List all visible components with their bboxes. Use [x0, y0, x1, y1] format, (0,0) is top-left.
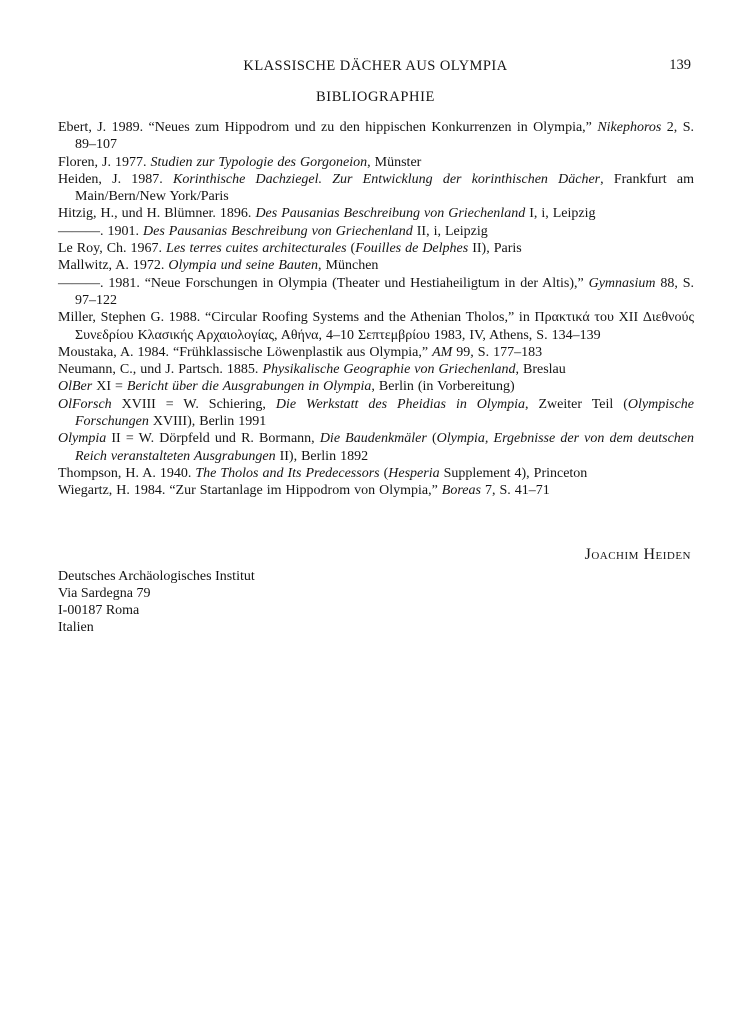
entry-text: , Frankfurt am Main/Bern/New York/Paris	[75, 171, 694, 205]
entry-text: XI =	[92, 379, 127, 395]
entry-text: II = W. Dörpfeld und R. Bormann,	[106, 431, 320, 447]
entry-text: Mallwitz, A. 1972.	[58, 258, 169, 274]
entry-title-italic: OlBer	[58, 379, 93, 395]
entry-title-italic: Die Baudenkmäler	[319, 431, 427, 447]
entry-title-italic: AM	[432, 344, 453, 360]
entry-text: Wiegartz, H. 1984. “Zur Startanlage im Hippodrom von Olympia,”	[58, 483, 442, 499]
entry-title-italic: OlForsch	[58, 396, 112, 412]
entry-text: 2, S. 89–107	[75, 120, 694, 153]
entry-text: , Breslau	[515, 362, 566, 378]
entry-title-italic: Des Pausanias Beschreibung von Griechenland	[255, 206, 526, 222]
running-head	[0, 58, 751, 76]
address-line: Via Sardegna 79	[58, 585, 151, 601]
entry-title-italic: Bericht über die Ausgrabungen in Olympia	[126, 379, 372, 395]
entry-text: Floren, J. 1977.	[58, 154, 151, 170]
running-title: KLASSISCHE DÄCHER AUS OLYMPIA	[243, 58, 508, 74]
entry-text: ———. 1901.	[58, 223, 143, 239]
entry-text: (	[346, 241, 356, 257]
entry-text: Thompson, H. A. 1940.	[58, 465, 196, 481]
entry-title-italic: Des Pausanias Beschreibung von Griechenland	[143, 223, 413, 239]
bibliography-entry	[58, 361, 694, 378]
entry-text: Miller, Stephen G. 1988. “Circular Roofing Systems and the Athenian Tholos,” in Πρακτικά του XII Διεθνούς Συνεδρίου Κλασικής Αρχαιολογίας, Αθήνα, 4–10 Σεπτεμβρίου 1983, IV, Athens, S. 134–139	[58, 310, 694, 343]
entry-text: , Zweiter Teil (	[525, 396, 628, 412]
entry-text: Le Roy, Ch. 1967.	[58, 241, 167, 257]
entry-title-italic: Boreas	[441, 483, 481, 499]
entry-text: Hitzig, H., und H. Blümner. 1896.	[58, 206, 256, 222]
bibliography-entry	[58, 465, 694, 482]
entry-text: , München	[318, 258, 379, 274]
entry-text: II), Berlin 1892	[275, 448, 369, 464]
entry-title-italic: Nikephoros	[597, 120, 662, 135]
entry-title-italic: Les terres cuites architecturales	[166, 241, 347, 257]
entry-text: Neumann, C., und J. Partsch. 1885.	[58, 362, 263, 378]
entry-title-italic: Olympia	[58, 431, 107, 447]
entry-text: 99, S. 177–183	[452, 344, 543, 360]
entry-text: II), Paris	[468, 241, 522, 257]
entry-text: , Berlin (in Vorbereitung)	[371, 379, 515, 395]
entry-title-italic: Hesperia	[388, 465, 440, 481]
bibliography-entry	[58, 119, 694, 154]
bibliography-entry	[58, 223, 694, 240]
section-title: BIBLIOGRAPHIE	[316, 89, 435, 105]
author-address	[58, 568, 751, 637]
entry-text: (	[426, 431, 437, 447]
bibliography-entry	[58, 482, 694, 499]
entry-text: ———. 1981. “Neue Forschungen in Olympia (Theater und Hestiaheiligtum in der Altis),”	[58, 275, 589, 291]
entry-title-italic: Die Werkstatt des Pheidias in Olympia	[275, 396, 526, 412]
entry-text: , Münster	[367, 154, 422, 170]
bibliography-entry	[58, 154, 694, 171]
entry-text: 88, S. 97–122	[75, 275, 694, 308]
entry-text: 7, S. 41–71	[480, 483, 550, 499]
bibliography-entry	[58, 257, 694, 274]
entry-text: Heiden, J. 1987.	[58, 171, 173, 187]
bibliography-entry	[58, 378, 694, 395]
entry-title-italic: Gymnasium	[588, 275, 656, 291]
entry-text: I, i, Leipzig	[525, 206, 596, 222]
author-name: Joachim Heiden	[584, 545, 691, 563]
entry-title-italic: Fouilles de Delphes	[355, 241, 469, 257]
bibliography-entry	[58, 309, 694, 344]
entry-text: XVIII = W. Schiering,	[111, 396, 276, 412]
page-number: 139	[669, 57, 691, 73]
entry-text: Moustaka, A. 1984. “Frühklassische Löwenplastik aus Olympia,”	[58, 344, 433, 360]
entry-text: XVIII), Berlin 1991	[148, 414, 267, 430]
bibliography-entry	[58, 171, 694, 206]
address-line: Italien	[58, 620, 94, 636]
bibliography-entry	[58, 396, 694, 431]
entry-title-italic: Olympische Forschungen	[75, 396, 695, 430]
bibliography-entry	[58, 344, 694, 361]
entry-title-italic: Korinthische Dachziegel. Zur Entwicklung der korinthischen Dächer	[173, 171, 601, 187]
entry-text: Supplement 4), Princeton	[439, 465, 588, 481]
entry-title-italic: Studien zur Typologie des Gorgoneion	[150, 154, 368, 170]
entry-title-italic: Olympia und seine Bauten	[168, 258, 319, 274]
bibliography-entry	[58, 430, 694, 465]
entry-text: Ebert, J. 1989. “Neues zum Hippodrom und zu den hippischen Konkurrenzen in Olympia,”	[58, 120, 598, 135]
entry-title-italic: The Tholos and Its Predecessors	[195, 465, 380, 481]
entry-text: II, i, Leipzig	[412, 223, 488, 239]
address-line: I-00187 Roma	[58, 603, 140, 619]
bibliography-entry	[58, 275, 694, 310]
entry-title-italic: Physikalische Geographie von Griechenland	[262, 362, 516, 378]
bibliography-entry	[58, 205, 694, 222]
entry-title-italic: Olympia, Ergebnisse der von dem deutschen Reich veranstalteten Ausgrabungen	[75, 431, 695, 464]
address-line: Deutsches Archäologisches Institut	[58, 568, 255, 584]
bibliography-list	[58, 119, 694, 500]
entry-text: (	[379, 465, 389, 481]
bibliography-entry	[58, 240, 694, 257]
